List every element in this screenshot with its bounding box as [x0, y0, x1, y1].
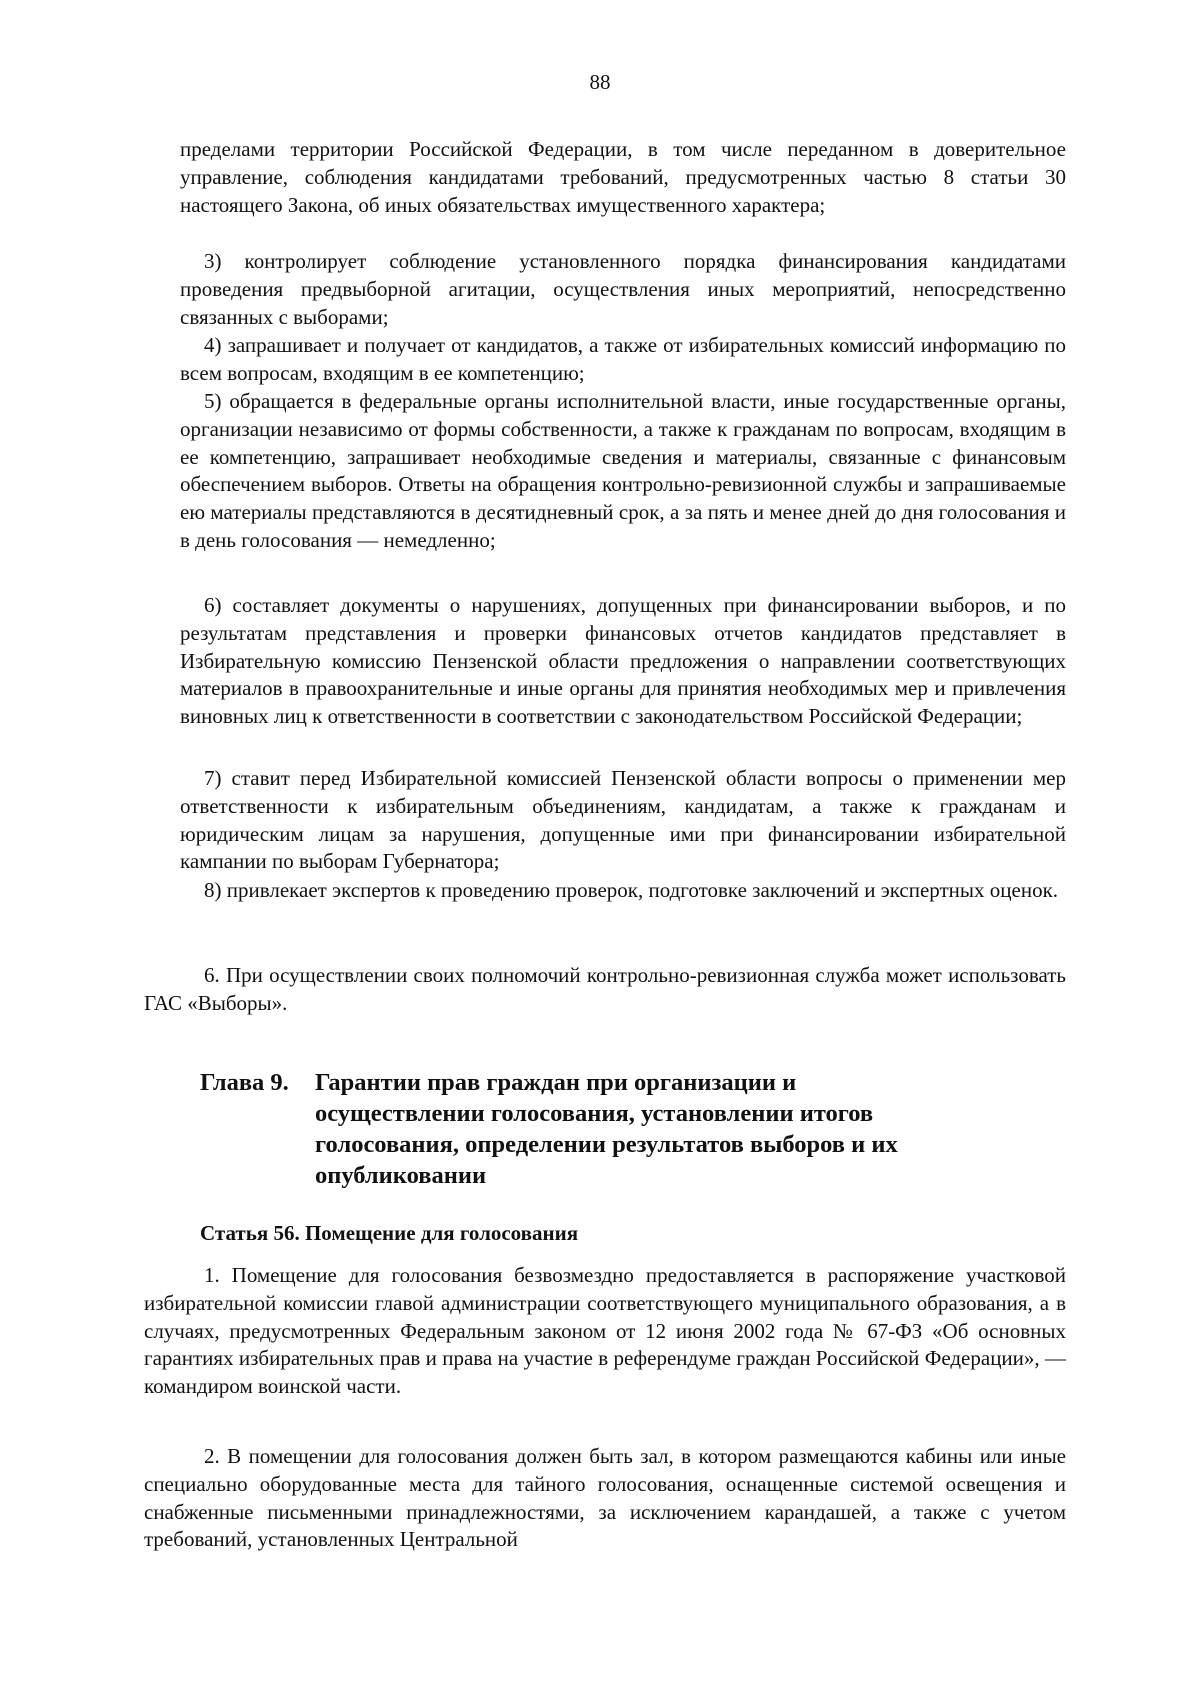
- chapter-title-line-2: осуществлении голосования, установлении итогов: [315, 1100, 874, 1127]
- paragraph-item-6: 6) составляет документы о нарушениях, допущенных при финансировании выборов, и по результатам представления и проверки финансовых отчетов кандидатов представляет в Избирательную комиссию Пензенской области предложения о направлении соответствующих материалов в правоохранительные и иные органы для принятия необходимых мер и привлечения виновных лиц к ответственности в соответствии с законодательством Российской Федерации;: [180, 593, 1066, 729]
- paragraph-continued: пределами территории Российской Федерации, в том числе переданном в доверительное управление, соблюдения кандидатами требований, предусмотренных частью 8 статьи 30 настоящего Закона, об иных обязательствах имущественного характера;: [180, 137, 1066, 217]
- article-title: Статья 56. Помещение для голосования: [200, 1221, 579, 1245]
- paragraph-item-8: 8) привлекает экспертов к проведению проверок, подготовке заключений и экспертных оценок.: [204, 878, 1059, 902]
- chapter-title-line-4: опубликовании: [315, 1162, 487, 1189]
- chapter-label: Глава 9.: [200, 1069, 289, 1096]
- chapter-heading: [200, 1067, 1020, 1191]
- article-paragraph-1: 1. Помещение для голосования безвозмездно предоставляется в распоряжение участковой избирательной комиссии главой администрации соответствующего муниципального образования, а в случаях, предусмотренных Федеральным законом от 12 июня 2002 года № 67-ФЗ «Об основных гарантиях избирательных прав и права на участие в референдуме граждан Российской Федерации», — командиром воинской части.: [144, 1263, 1066, 1399]
- chapter-title-line-3: голосования, определении результатов выборов и их: [315, 1131, 898, 1158]
- paragraph-clause-6: 6. При осуществлении своих полномочий контрольно-ревизионная служба может использовать ГАС «Выборы».: [144, 963, 1066, 1015]
- article-paragraph-2: 2. В помещении для голосования должен быть зал, в котором размещаются кабины или иные специально оборудованные места для тайного голосования, оснащенные системой освещения и снабженные письменными принадлежностями, за исключением карандашей, а также с учетом требований, установленных Центральной: [144, 1444, 1066, 1552]
- page-number: 88: [589, 70, 611, 94]
- paragraph-item-7: 7) ставит перед Избирательной комиссией Пензенской области вопросы о применении мер ответственности к избирательным объединениям, кандидатам, а также к гражданам и юридическим лицам за нарушения, допущенные ими при финансировании избирательной кампании по выборам Губернатора;: [180, 766, 1066, 874]
- paragraph-item-4: 4) запрашивает и получает от кандидатов, а также от избирательных комиссий информацию по всем вопросам, входящим в ее компетенцию;: [180, 333, 1066, 385]
- paragraph-item-5: 5) обращается в федеральные органы исполнительной власти, иные государственные органы, организации независимо от формы собственности, а также к гражданам по вопросам, входящим в ее компетенцию, запрашивает необходимые сведения и материалы, связанные с финансовым обеспечением выборов. Ответы на обращения контрольно-ревизионной службы и запрашиваемые ею материалы представляются в десятидневный срок, а за пять и менее дней до дня голосования и в день голосования — немедленно;: [180, 389, 1066, 552]
- paragraph-item-3: 3) контролирует соблюдение установленного порядка финансирования кандидатами проведения предвыборной агитации, осуществления иных мероприятий, непосредственно связанных с выборами;: [180, 249, 1066, 329]
- chapter-title-line-1: Гарантии прав граждан при организации и: [315, 1069, 797, 1096]
